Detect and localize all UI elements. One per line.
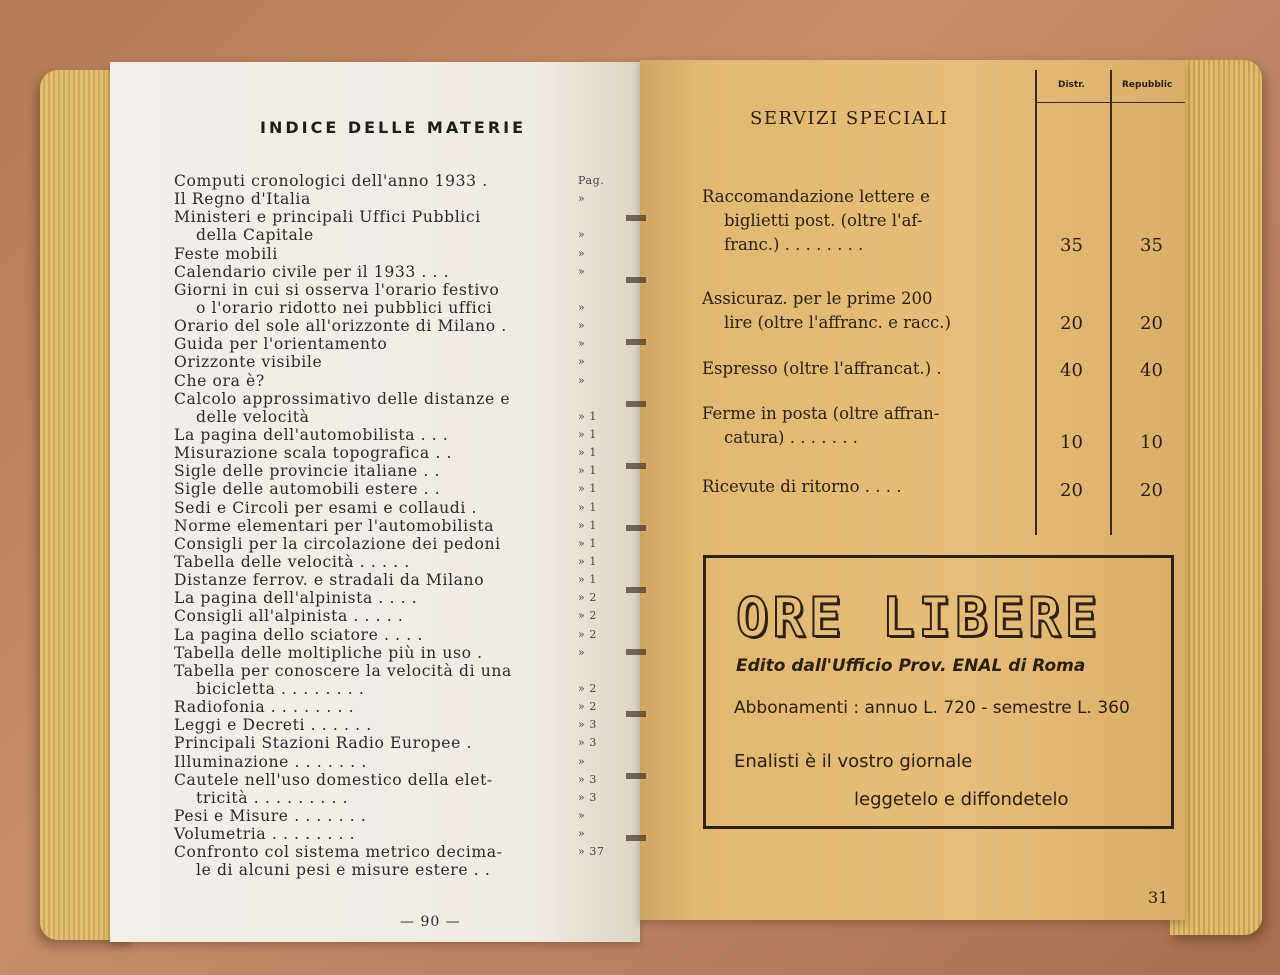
service-line: catura) . . . . . . . — [724, 428, 858, 447]
binding-stitches — [626, 215, 646, 865]
toc-entry-text: della Capitale — [196, 226, 314, 245]
toc-entry-text: Giorni in cui si osserva l'orario festivo — [174, 280, 500, 299]
toc-entry-page: » — [578, 228, 586, 242]
toc-entry-page: » 3 — [578, 736, 598, 750]
toc-entry — [174, 716, 640, 734]
toc-entry-text: o l'orario ridotto nei pubblici uffici — [196, 298, 493, 317]
toc-entry-text: Volumetria . . . . . . . . — [174, 825, 356, 844]
toc-entry-text: bicicletta . . . . . . . . — [196, 679, 365, 698]
toc-entry-page: » 37 — [578, 845, 605, 859]
toc-entry — [174, 680, 640, 698]
toc-entry-page: » — [578, 808, 586, 822]
toc-entry — [174, 372, 640, 390]
toc-entry-text: La pagina dell'alpinista . . . . — [174, 589, 418, 608]
ad-box-ore-libere — [703, 555, 1174, 829]
toc-entry-text: La pagina dello sciatore . . . . — [174, 625, 423, 644]
toc-entry-page: » 3 — [578, 790, 598, 804]
toc-entry — [174, 426, 640, 444]
right-page — [640, 60, 1185, 920]
toc-entry-text: Tabella delle velocità . . . . . — [174, 552, 410, 571]
value-distr: 20 — [1060, 480, 1083, 501]
toc-entry-text: Feste mobili — [174, 244, 278, 263]
toc-entry — [174, 771, 640, 789]
toc-entry-page: » — [578, 827, 586, 841]
toc-entry-page: Pag. — [578, 174, 605, 187]
toc-entry-page: » 1 — [578, 554, 598, 568]
toc-list — [174, 172, 640, 879]
column-header-distr: Distr. — [1058, 80, 1085, 90]
toc-entry-page: » 2 — [578, 700, 598, 714]
toc-entry-text: Guida per l'orientamento — [174, 335, 388, 354]
toc-entry-text: Calcolo approssimativo delle distanze e — [174, 389, 511, 408]
toc-entry-page: » — [578, 337, 586, 351]
toc-entry-text: Ministeri e principali Uffici Pubblici — [174, 208, 481, 227]
right-page-number: 31 — [1148, 888, 1169, 907]
value-distr: 10 — [1060, 432, 1083, 453]
toc-entry — [174, 825, 640, 843]
toc-entry — [174, 553, 640, 571]
left-page — [110, 62, 640, 942]
toc-entry — [174, 644, 640, 662]
toc-entry-text: tricità . . . . . . . . . — [196, 788, 349, 807]
toc-entry-text: le di alcuni pesi e misure estere . . — [196, 861, 491, 880]
service-line: Espresso (oltre l'affrancat.) . — [702, 359, 942, 378]
toc-entry — [174, 281, 640, 299]
toc-entry — [174, 208, 640, 226]
toc-entry — [174, 626, 640, 644]
ad-title: ORE LIBERE — [736, 586, 1102, 649]
toc-entry-text: Sigle delle automobili estere . . — [174, 480, 441, 499]
toc-entry-page: » — [578, 246, 586, 260]
value-distr: 40 — [1060, 360, 1083, 381]
service-row-ferme-in-posta — [702, 402, 1032, 450]
toc-entry-text: Cautele nell'uso domestico della elet- — [174, 770, 493, 789]
toc-entry — [174, 753, 640, 771]
toc-entry — [174, 698, 640, 716]
toc-entry-page: » — [578, 319, 586, 333]
table-rule — [1110, 70, 1112, 535]
service-line: Ferme in posta (oltre affran- — [702, 404, 940, 423]
value-repubblica: 20 — [1140, 313, 1163, 334]
toc-entry-page: » — [578, 373, 586, 387]
left-page-number: — 90 — — [400, 914, 461, 930]
toc-entry-text: Distanze ferrov. e stradali da Milano — [174, 571, 485, 590]
toc-entry — [174, 462, 640, 480]
toc-title: INDICE DELLE MATERIE — [260, 118, 527, 137]
service-line: franc.) . . . . . . . . — [724, 235, 864, 254]
toc-entry-page: » — [578, 645, 586, 659]
toc-entry-page: » 2 — [578, 627, 598, 641]
toc-entry-page: » 1 — [578, 427, 598, 441]
toc-entry — [174, 535, 640, 553]
toc-entry — [174, 317, 640, 335]
toc-entry-text: Sigle delle provincie italiane . . — [174, 462, 441, 481]
toc-entry — [174, 843, 640, 861]
toc-entry-text: Consigli per la circolazione dei pedoni — [174, 534, 501, 553]
toc-entry — [174, 353, 640, 371]
toc-entry-page: » 1 — [578, 518, 598, 532]
toc-entry-text: Computi cronologici dell'anno 1933 . — [174, 172, 488, 190]
toc-entry — [174, 190, 640, 208]
toc-entry-page: » 2 — [578, 591, 598, 605]
toc-entry-text: Sedi e Circoli per esami e collaudi . — [174, 498, 478, 517]
column-header-repubblica: Repubblic — [1122, 80, 1173, 90]
toc-entry — [174, 245, 640, 263]
table-rule — [1035, 70, 1037, 535]
toc-entry-page: » 2 — [578, 609, 598, 623]
toc-entry — [174, 807, 640, 825]
toc-entry-text: Illuminazione . . . . . . . — [174, 752, 367, 771]
toc-entry — [174, 662, 640, 680]
service-row-raccomandazione — [702, 185, 1032, 257]
value-distr: 35 — [1060, 235, 1083, 256]
toc-entry — [174, 607, 640, 625]
toc-entry-text: delle velocità — [196, 407, 310, 426]
value-repubblica: 20 — [1140, 480, 1163, 501]
service-row-espresso — [702, 357, 1032, 381]
toc-entry-text: La pagina dell'automobilista . . . — [174, 425, 449, 444]
ad-line-2: leggetelo e diffondetelo — [854, 789, 1069, 810]
toc-entry-page: » 1 — [578, 464, 598, 478]
toc-entry-text: Calendario civile per il 1933 . . . — [174, 262, 450, 281]
toc-entry-text: Confronto col sistema metrico decima- — [174, 843, 503, 862]
toc-entry — [174, 480, 640, 498]
toc-entry — [174, 861, 640, 879]
toc-entry-page: » 1 — [578, 500, 598, 514]
toc-entry-text: Tabella per conoscere la velocità di una — [174, 661, 512, 680]
ad-line-1: Enalisti è il vostro giornale — [734, 751, 973, 772]
service-row-assicurazione — [702, 287, 1032, 335]
toc-entry-text: Leggi e Decreti . . . . . . — [174, 716, 372, 735]
toc-entry-text: Il Regno d'Italia — [174, 190, 311, 209]
table-header-rule — [1035, 102, 1185, 103]
toc-entry — [174, 571, 640, 589]
toc-entry-page: » — [578, 754, 586, 768]
value-repubblica: 40 — [1140, 360, 1163, 381]
toc-entry — [174, 734, 640, 752]
toc-entry-text: Pesi e Misure . . . . . . . — [174, 806, 367, 825]
ad-subtitle: Edito dall'Ufficio Prov. ENAL di Roma — [736, 656, 1086, 676]
service-line: Raccomandazione lettere e — [702, 187, 930, 206]
toc-entry-text: Norme elementari per l'automobilista — [174, 516, 495, 535]
toc-entry — [174, 517, 640, 535]
toc-entry-page: » 1 — [578, 409, 598, 423]
toc-entry-page: » 3 — [578, 772, 598, 786]
toc-entry — [174, 499, 640, 517]
value-repubblica: 10 — [1140, 432, 1163, 453]
value-distr: 20 — [1060, 313, 1083, 334]
toc-entry-page: » — [578, 300, 586, 314]
toc-entry-text: Tabella delle moltipliche più in uso . — [174, 643, 483, 662]
toc-entry-page: » — [578, 355, 586, 369]
toc-entry — [174, 789, 640, 807]
toc-entry — [174, 335, 640, 353]
toc-entry-page: » 1 — [578, 573, 598, 587]
toc-entry-page: » 2 — [578, 681, 598, 695]
toc-entry-text: Misurazione scala topografica . . — [174, 444, 453, 463]
toc-entry-text: Consigli all'alpinista . . . . . — [174, 607, 404, 626]
toc-entry — [174, 390, 640, 408]
toc-entry-page: » 1 — [578, 482, 598, 496]
toc-entry-text: Orizzonte visibile — [174, 353, 323, 372]
ad-subscriptions: Abbonamenti : annuo L. 720 - semestre L. 360 — [734, 698, 1130, 718]
toc-entry — [174, 263, 640, 281]
service-line: Assicuraz. per le prime 200 — [702, 289, 933, 308]
toc-entry — [174, 226, 640, 244]
services-title: SERVIZI SPECIALI — [750, 108, 949, 129]
toc-entry-text: Orario del sole all'orizzonte di Milano . — [174, 317, 507, 336]
toc-entry — [174, 408, 640, 426]
toc-entry-page: » 1 — [578, 446, 598, 460]
toc-entry — [174, 444, 640, 462]
service-line: Ricevute di ritorno . . . . — [702, 477, 902, 496]
toc-entry — [174, 299, 640, 317]
toc-entry — [174, 589, 640, 607]
toc-entry-page: » — [578, 264, 586, 278]
service-row-ricevute — [702, 475, 1032, 499]
toc-entry-page: » — [578, 192, 586, 206]
value-repubblica: 35 — [1140, 235, 1163, 256]
toc-entry-text: Principali Stazioni Radio Europee . — [174, 734, 473, 753]
toc-entry-page: » 1 — [578, 536, 598, 550]
toc-entry-page: » 3 — [578, 718, 598, 732]
toc-entry-text: Che ora è? — [174, 371, 265, 390]
toc-entry — [174, 172, 640, 190]
service-line: lire (oltre l'affranc. e racc.) — [724, 313, 951, 332]
service-line: biglietti post. (oltre l'af- — [724, 211, 923, 230]
toc-entry-text: Radiofonia . . . . . . . . — [174, 698, 355, 717]
